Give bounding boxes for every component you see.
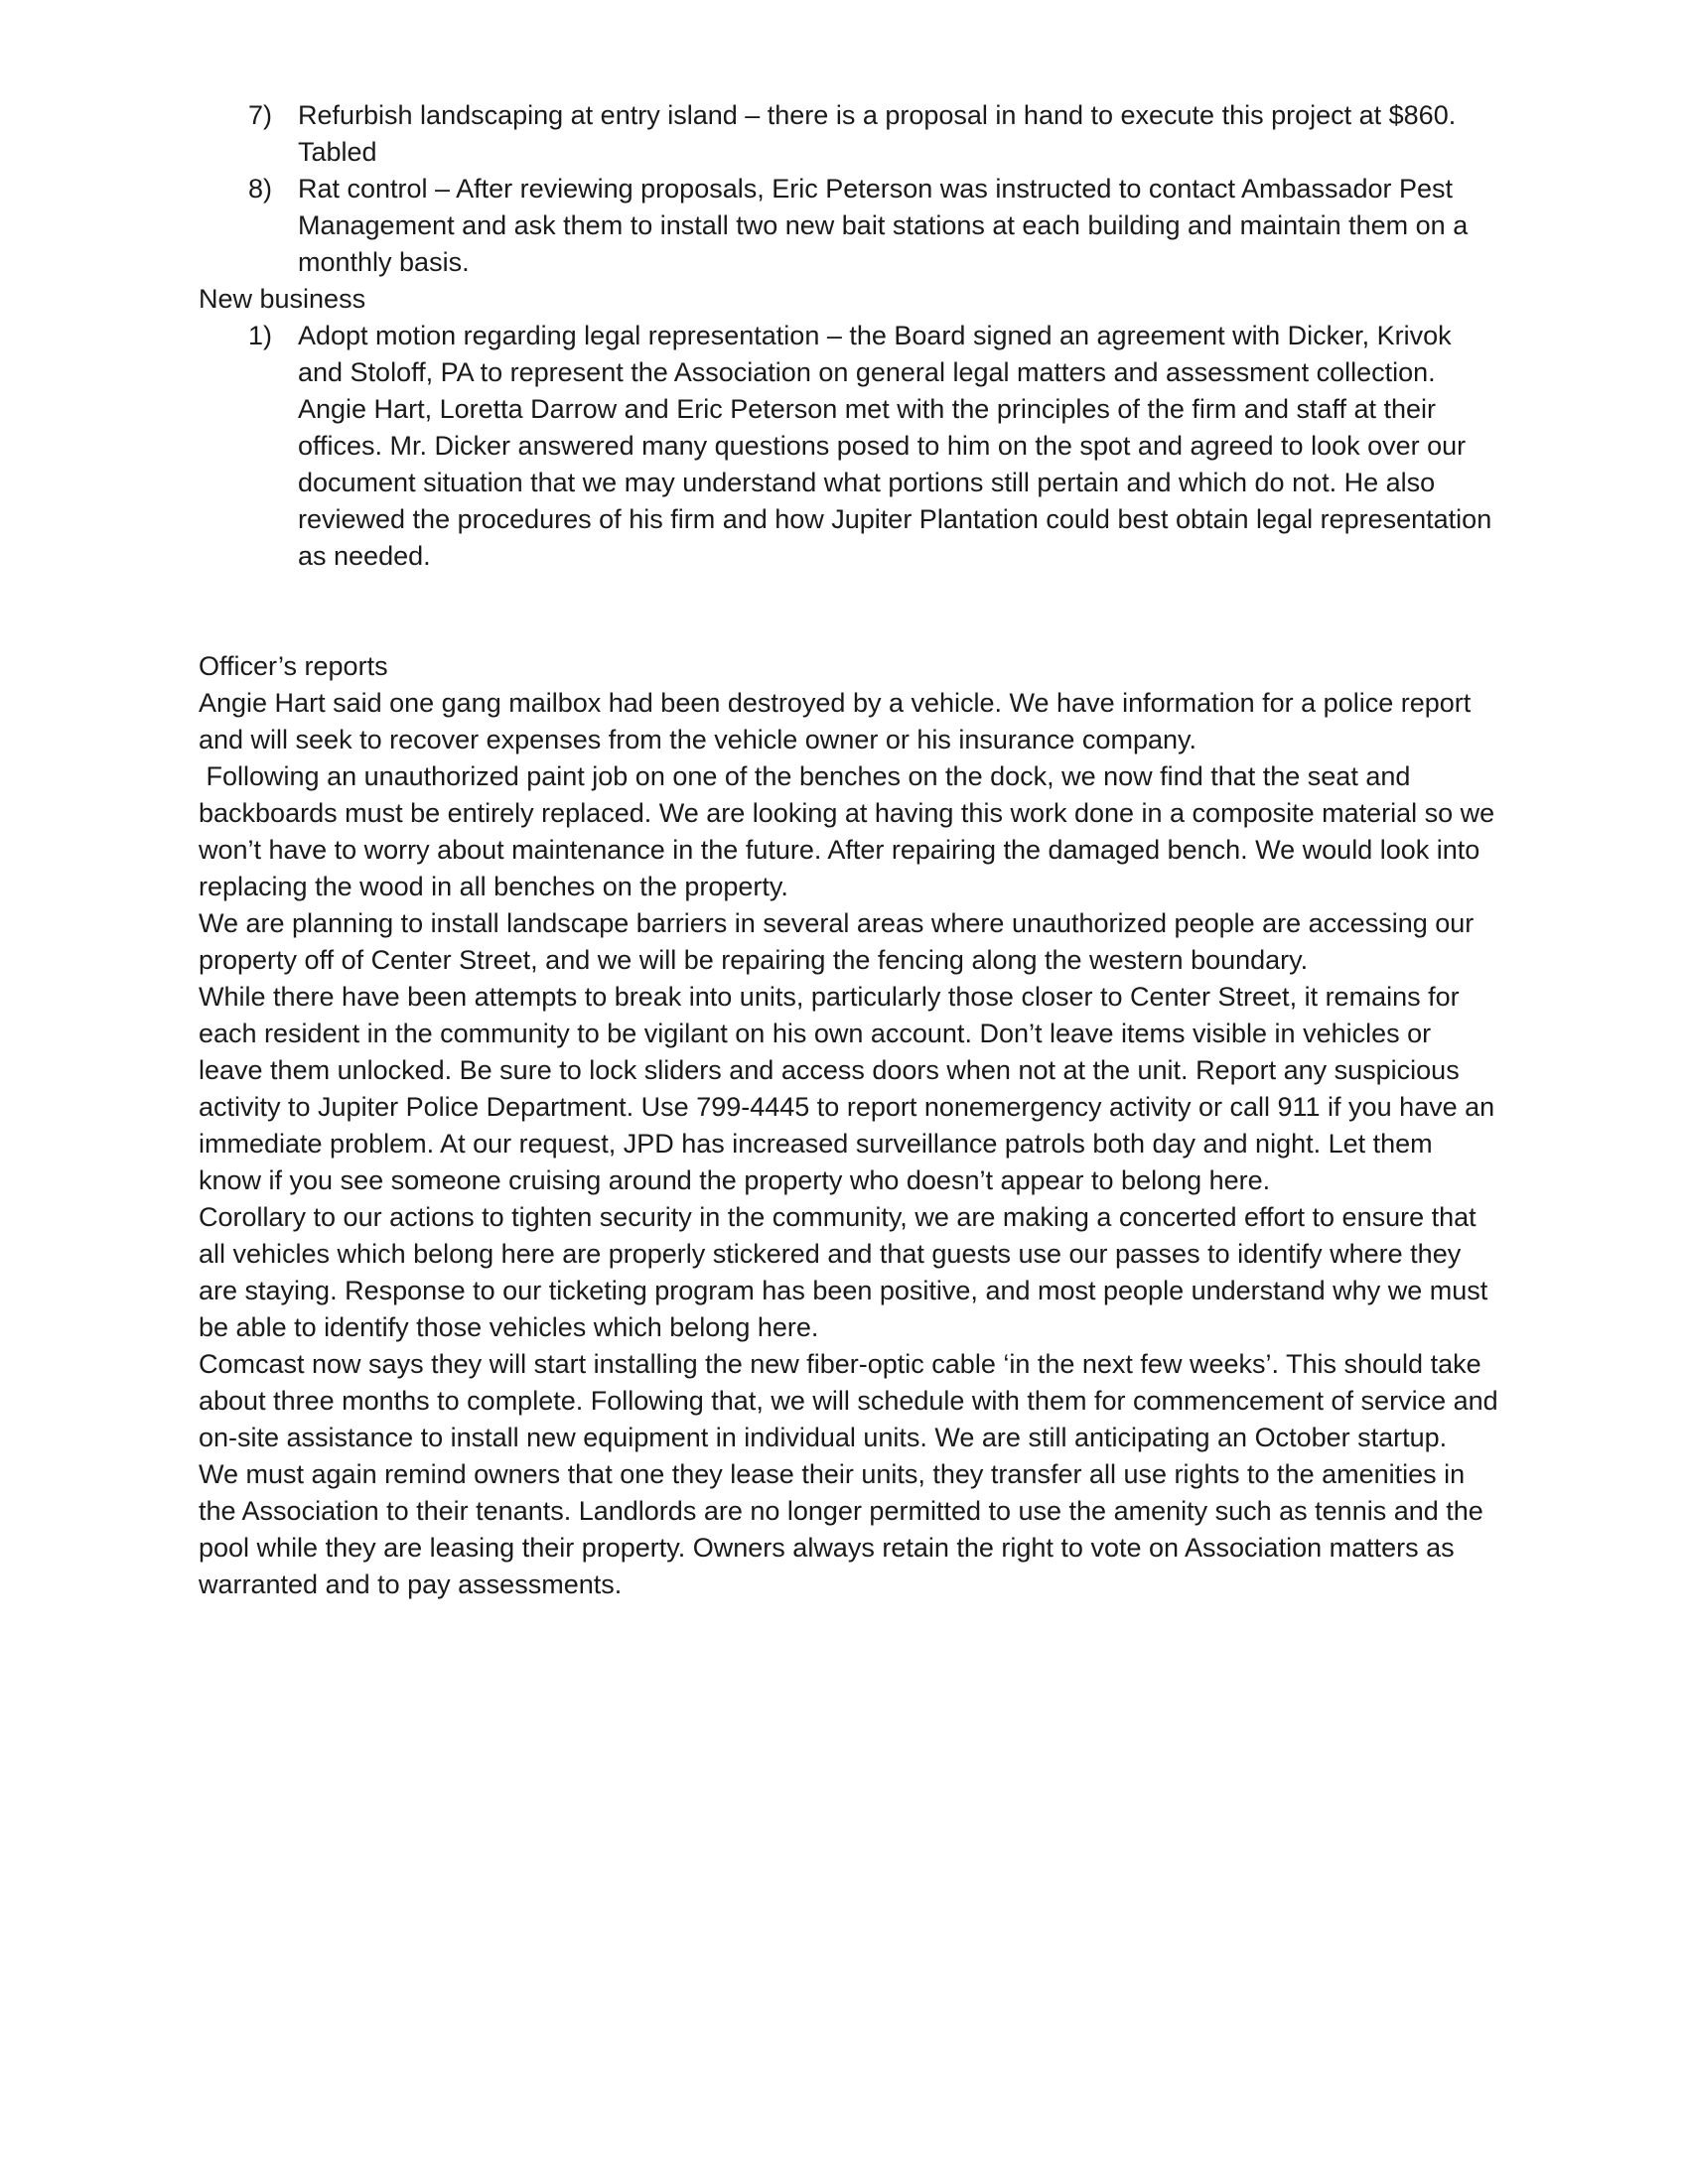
report-paragraph: Following an unauthorized paint job on one of the benches on the dock, we now find that the seat and backboards must be entirely replaced. We are looking at having this work done in a composite material so we won’t have to worry about maintenance in the future. After repairing the damaged bench. We would look into replacing the wood in all benches on the property. <box>199 761 1502 901</box>
report-paragraph: Corollary to our actions to tighten security in the community, we are making a concerted effort to ensure that all vehicles which belong here are properly stickered and that guests use our passes to identify where they are staying. Response to our ticketing program has been positive, and most people understand why we must be able to identify those vehicles which belong here. <box>199 1202 1488 1342</box>
report-paragraph: Comcast now says they will start installing the new fiber-optic cable ‘in the next few weeks’. This should take about three months to complete. Following that, we will schedule with them for commencement of service and on-site assistance to install new equipment in individual units. We are still anticipating an October startup. <box>199 1349 1498 1452</box>
list-item-number: 7) <box>248 100 273 130</box>
old-business-list <box>199 97 1499 281</box>
new-business-heading: New business <box>199 284 366 314</box>
report-paragraph: Angie Hart said one gang mailbox had been destroyed by a vehicle. We have information for a police report and will seek to recover expenses from the vehicle owner or his insurance company. <box>199 688 1472 754</box>
list-item <box>199 97 1499 171</box>
document-page <box>199 97 1502 1603</box>
list-item-number: 8) <box>248 174 273 204</box>
officers-reports-heading: Officer’s reports <box>199 651 388 681</box>
list-item-text: Refurbish landscaping at entry island – there is a proposal in hand to execute this project at $860. Tabled <box>298 100 1457 167</box>
list-item <box>199 318 1499 575</box>
report-paragraph: While there have been attempts to break into units, particularly those closer to Center Street, it remains for each resident in the community to be vigilant on his own account. Don’t leave items visible in vehicles or leave them unlocked. Be sure to lock sliders and access doors when not at the unit. Report any suspicious activity to Jupiter Police Department. Use 799-4445 to report nonemergency activity or call 911 if you have an immediate problem. At our request, JPD has increased surveillance patrols both day and night. Let them know if you see someone cruising around the property who doesn’t appear to belong here. <box>199 982 1495 1195</box>
list-item-number: 1) <box>248 321 273 350</box>
list-item-text: Rat control – After reviewing proposals, Eric Peterson was instructed to contact Ambassador Pest Management and ask them to install two new bait stations at each building and maintain them on a monthly basis. <box>298 174 1469 277</box>
list-item <box>199 171 1499 281</box>
report-paragraph: We must again remind owners that one they lease their units, they transfer all use rights to the amenities in the Association to their tenants. Landlords are no longer permitted to use the amenity such as tennis and the pool while they are leasing their property. Owners always retain the right to vote on Association matters as warranted and to pay assessments. <box>199 1459 1483 1599</box>
new-business-list <box>199 318 1499 575</box>
list-item-text: Adopt motion regarding legal representation – the Board signed an agreement with Dicker, Krivok and Stoloff, PA to represent the Association on general legal matters and assessment collection. Angie Hart, Loretta Darrow and Eric Peterson met with the principles of the firm and staff at their offices. Mr. Dicker answered many questions posed to him on the spot and agreed to look over our document situation that we may understand what portions still pertain and which do not. He also reviewed the procedures of his firm and how Jupiter Plantation could best obtain legal representation as needed. <box>298 321 1492 571</box>
report-paragraph: We are planning to install landscape barriers in several areas where unauthorized people are accessing our property off of Center Street, and we will be repairing the fencing along the western boundary. <box>199 908 1475 975</box>
